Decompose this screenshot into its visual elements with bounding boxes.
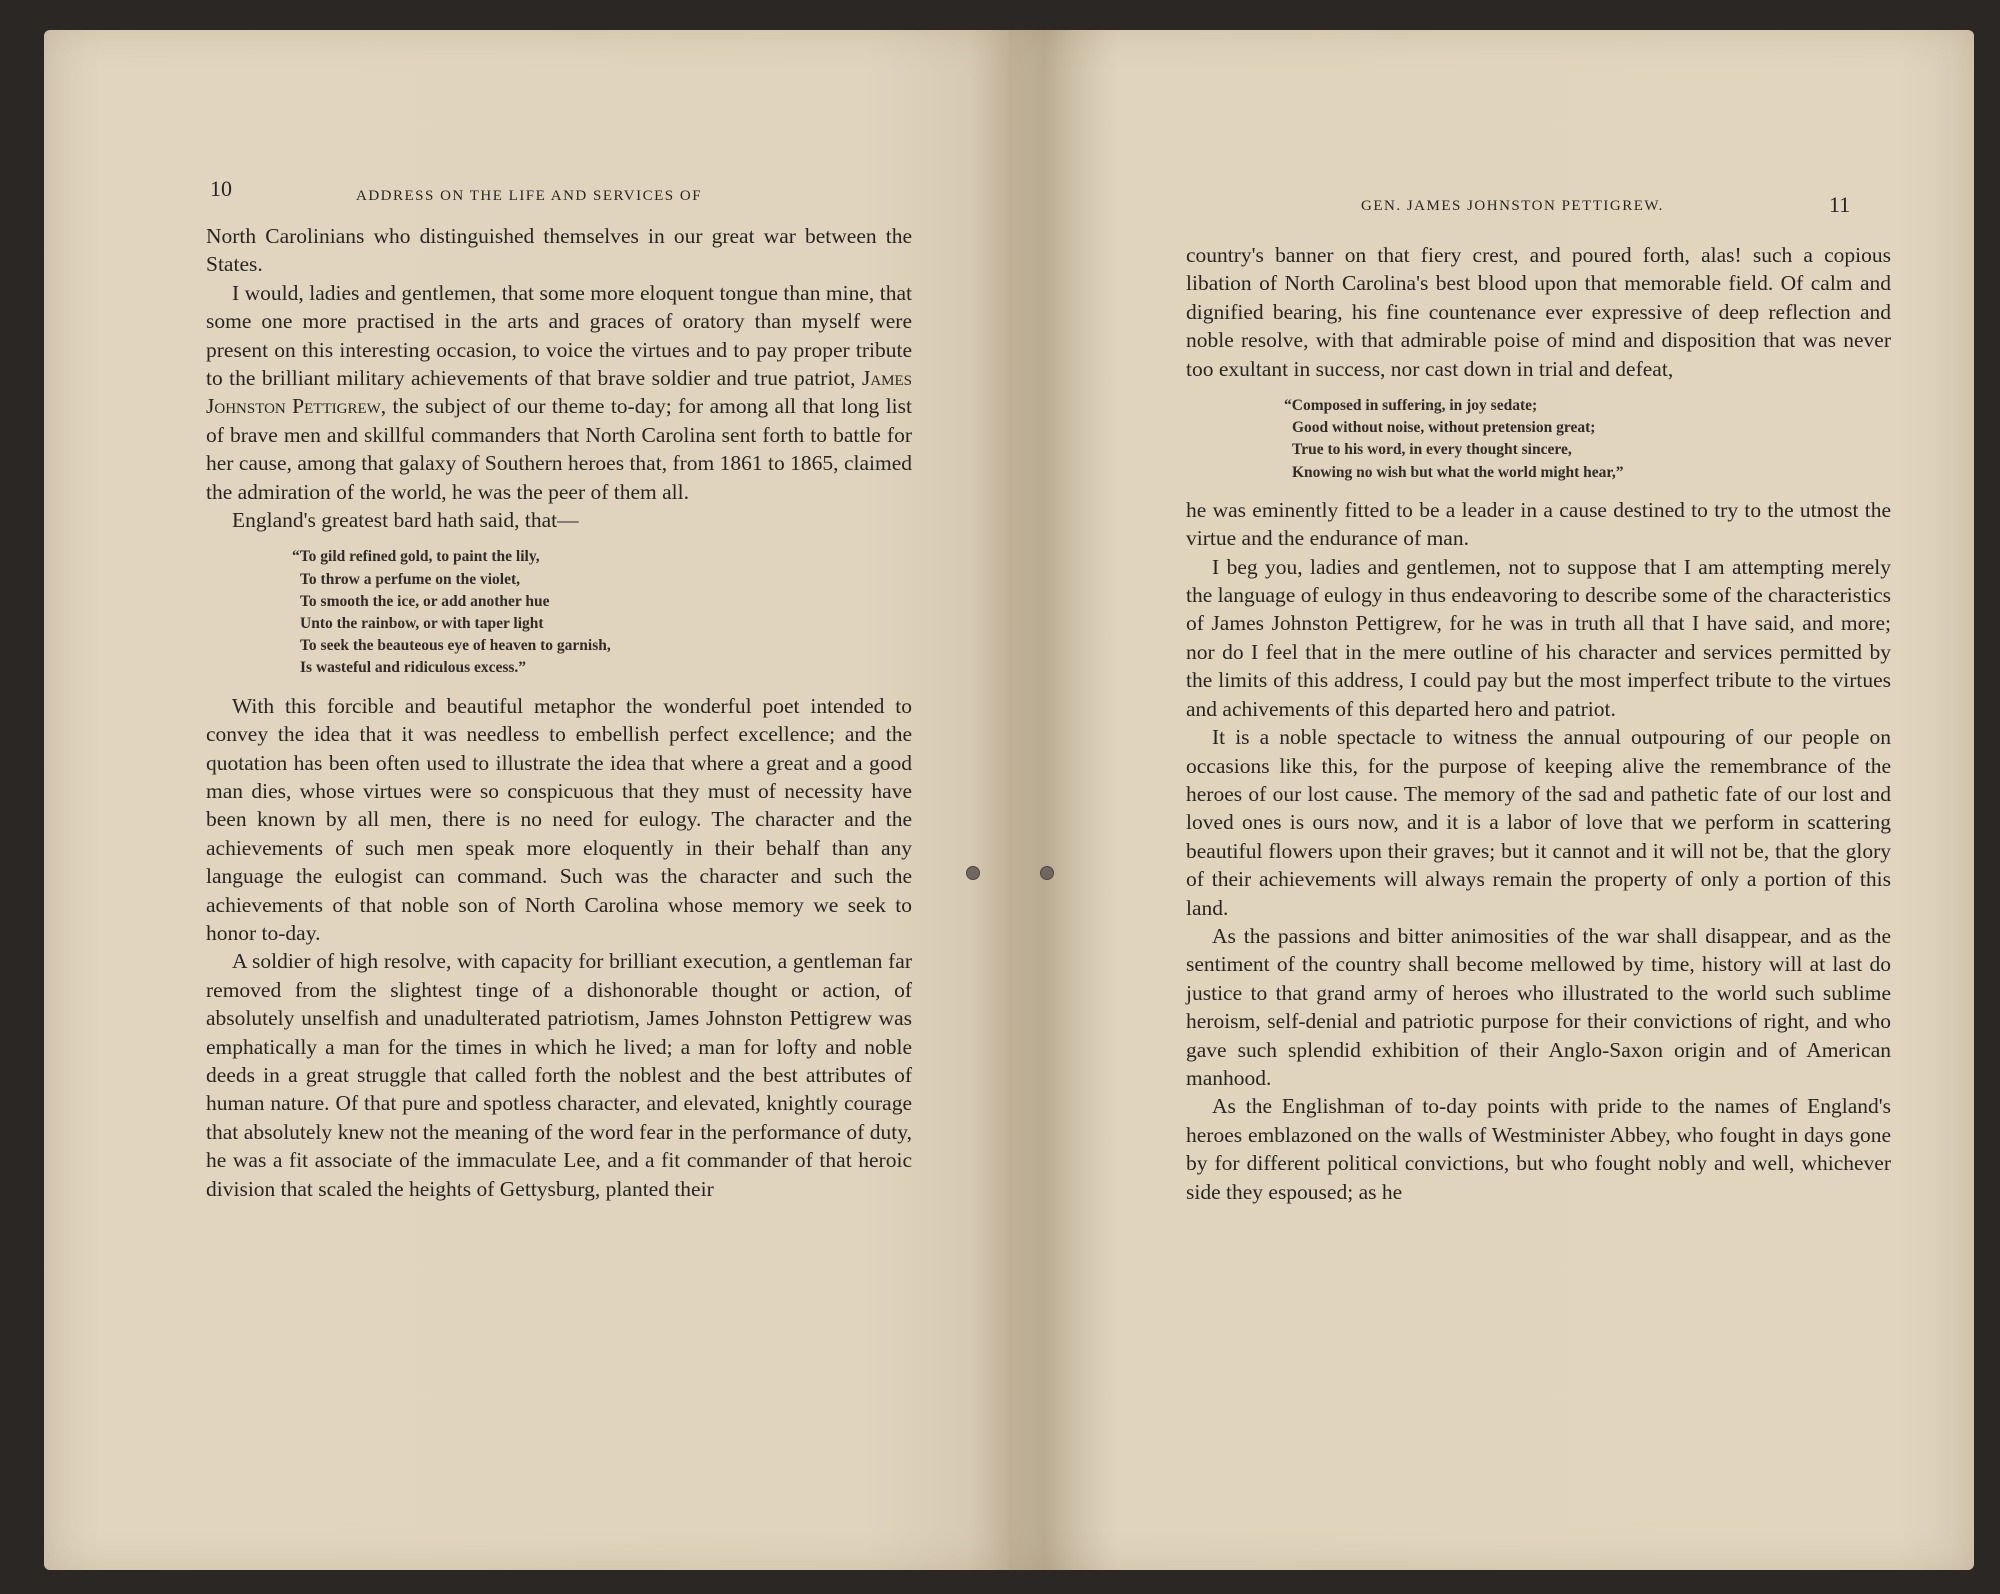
page-number: 11 [1829,192,1851,217]
left-page [44,30,1009,1570]
paragraph: With this forcible and beautiful metaphor the wonderful poet intended to convey the idea that it was needless to embellish perfect excellence; and the quotation has been often used to illustrate the idea that where a great and a good man dies, whose virtues were so conspicuous that they must of necessity have been known by all men, there is no need for eulogy. The character and the achievements of such men speak more eloquently in their behalf than any language the eulogist can command. Such was the character and such the achievements of that noble son of North Carolina whose memory we seek to honor to-day. [206,693,912,945]
paragraph: country's banner on that fiery crest, and poured forth, alas! such a copious libation of North Carolina's best blood upon that memorable field. Of calm and dignified bearing, his fine countenance ever expressive of deep reflection and noble resolve, with that admirable poise of mind and disposition that was never too exultant in success, nor cast down in trial and defeat, [1186,243,1891,381]
paragraph-text: , the subject of our theme to-day; for among all that long list of brave men and skillful commanders that North Carolina sent forth to battle for her cause, among that galaxy of Southern heroes that, from 1861 to 1865, claimed the admiration of the world, he was the peer of them all. [206,394,912,504]
subject-name: James Johnston Pettigrew [206,366,912,419]
paragraph [206,279,912,506]
paragraph: It is a noble spectacle to witness the annual outpouring of our people on occasions like this, for the purpose of keeping alive the remembrance of the heroes of our lost cause. The memory of the sad and pathetic fate of our lost and loved ones is ours now, and it is a labor of love that we perform in scattering beautiful flowers upon their graves; but it cannot and it will not be, that the glory of their achievements will always remain the property of only a portion of this land. [1186,725,1891,920]
right-page [1009,30,1974,1570]
poem-line: Is wasteful and ridiculous excess.” [300,659,527,677]
paragraph: A soldier of high resolve, with capacity for brilliant execution, a gentleman far removed from the slightest tinge of a dishonorable thought or action, of absolutely unselfish and unadulterated patriotism, James Johnston Pettigrew was emphatically a man for the times in which he lived; a man for lofty and noble deeds in a great struggle that called forth the noblest and the best attributes of human nature. Of that pure and spotless character, and elevated, knightly courage that absolutely knew not the meaning of the word fear in the performance of duty, he was a fit associate of the immaculate Lee, and a fit commander of that heroic division that scaled the heights of Gettysburg, planted their [206,949,912,1201]
open-book [44,30,1974,1570]
paragraph: North Carolinians who distinguished themselves in our great war between the States. [206,224,912,277]
running-head: GEN. JAMES JOHNSTON PETTIGREW. [1361,198,1664,214]
book-gutter [969,30,1119,1570]
right-body-text [1186,241,1891,1206]
poem-line: True to his word, in every thought sincere, [1292,441,1572,459]
running-head: ADDRESS ON THE LIFE AND SERVICES OF [356,188,703,204]
pope-quote [1186,395,1891,484]
poem-line: Knowing no wish but what the world might hear,” [1292,463,1624,481]
paragraph: As the passions and bitter animosities of the war shall disappear, and as the sentiment of the country shall become mellowed by time, history will at last do justice to that grand army of heroes who illustrated to the world such sublime heroism, self-denial and patriotic purpose for their convictions of right, and who gave such splendid exhibition of their Anglo-Saxon origin and of American manhood. [1186,923,1891,1090]
paragraph: England's greatest bard hath said, that— [232,508,579,533]
page-number: 10 [210,176,232,201]
paragraph-text: I would, ladies and gentlemen, that some more eloquent tongue than mine, that some one more practised in the arts and graces of oratory than myself were present on this interesting occasion, to voice the virtues and to pay proper tribute to the brilliant military achievements of that brave soldier and true patriot, [206,280,912,391]
shakespeare-quote [206,546,912,679]
poem-line: “Composed in suffering, in joy sedate; [1284,397,1538,415]
poem-line: Good without noise, without pretension great; [1292,419,1596,437]
binding-stitch-hole [1040,866,1054,880]
paragraph: As the Englishman of to-day points with pride to the names of England's heroes emblazoned on the walls of Westminister Abbey, who fought in days gone by for different political convictions, but who fought nobly and well, whichever side they espoused; as he [1186,1094,1891,1204]
poem-line: To seek the beauteous eye of heaven to garnish, [300,637,611,655]
left-body-text [206,222,912,1203]
paragraph: he was eminently fitted to be a leader in a cause destined to try to the utmost the virtue and the endurance of man. [1186,497,1891,551]
paragraph: I beg you, ladies and gentlemen, not to suppose that I am attempting merely the language of eulogy in thus endeavoring to describe some of the characteristics of James Johnston Pettigrew, for he was in truth all that I have said, and more; nor do I feel that in the mere outline of his character and services permitted by the limits of this address, I could pay but the most imperfect tribute to the virtues and achivements of this departed hero and patriot. [1186,554,1891,721]
poem-line: Unto the rainbow, or with taper light [300,615,544,633]
poem-line: To throw a perfume on the violet, [300,570,521,588]
poem-line: “To gild refined gold, to paint the lily, [292,548,540,566]
poem-line: To smooth the ice, or add another hue [300,592,550,610]
binding-stitch-hole [966,866,980,880]
